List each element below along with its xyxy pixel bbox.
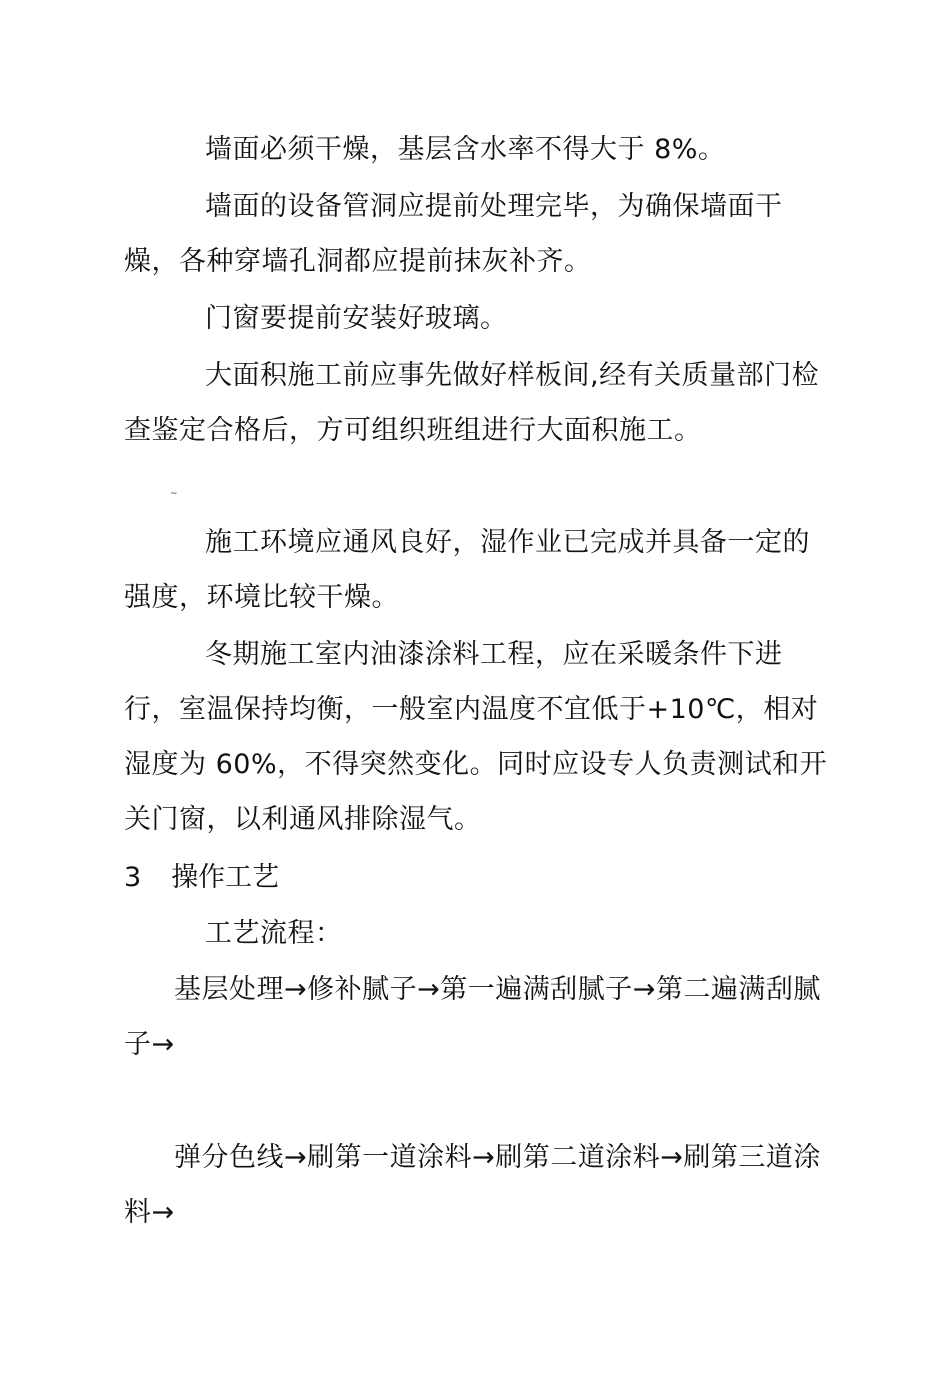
- process-label: 工艺流程：: [205, 918, 343, 949]
- paragraph-wall-dry: 墙面必须干燥，基层含水率不得大于 8%。: [205, 134, 726, 165]
- section-title: 操作工艺: [171, 862, 280, 893]
- section-heading: [124, 850, 279, 905]
- section-number: 3: [124, 862, 142, 893]
- paragraph-winter: 冬期施工室内油漆涂料工程，应在采暖条件下进行，室温保持均衡，一般室内温度不宜低于+10℃，相对湿度为 60%，不得突然变化。同时应设专人负责测试和开关门窗，以利通风排除湿气。: [124, 639, 828, 835]
- paragraph-sample-room: 大面积施工前应事先做好样板间,经有关质量部门检查鉴定合格后，方可组织班组进行大面积施工。: [124, 360, 820, 446]
- process-flow-line-2: 弹分色线→刷第一道涂料→刷第二道涂料→刷第三道涂料→: [124, 1142, 821, 1228]
- process-flow-line-1: 基层处理→修补腻子→第一遍满刮腻子→第二遍满刮腻子→: [124, 974, 821, 1060]
- paragraph-glass: 门窗要提前安装好玻璃。: [205, 303, 508, 334]
- paragraph-ventilation: 施工环境应通风良好，湿作业已完成并具备一定的强度，环境比较干燥。: [124, 527, 810, 613]
- paragraph-pipe-holes: 墙面的设备管洞应提前处理完毕，为确保墙面干燥，各种穿墙孔洞都应提前抹灰补齐。: [124, 191, 783, 277]
- stray-mark: ~: [170, 489, 178, 499]
